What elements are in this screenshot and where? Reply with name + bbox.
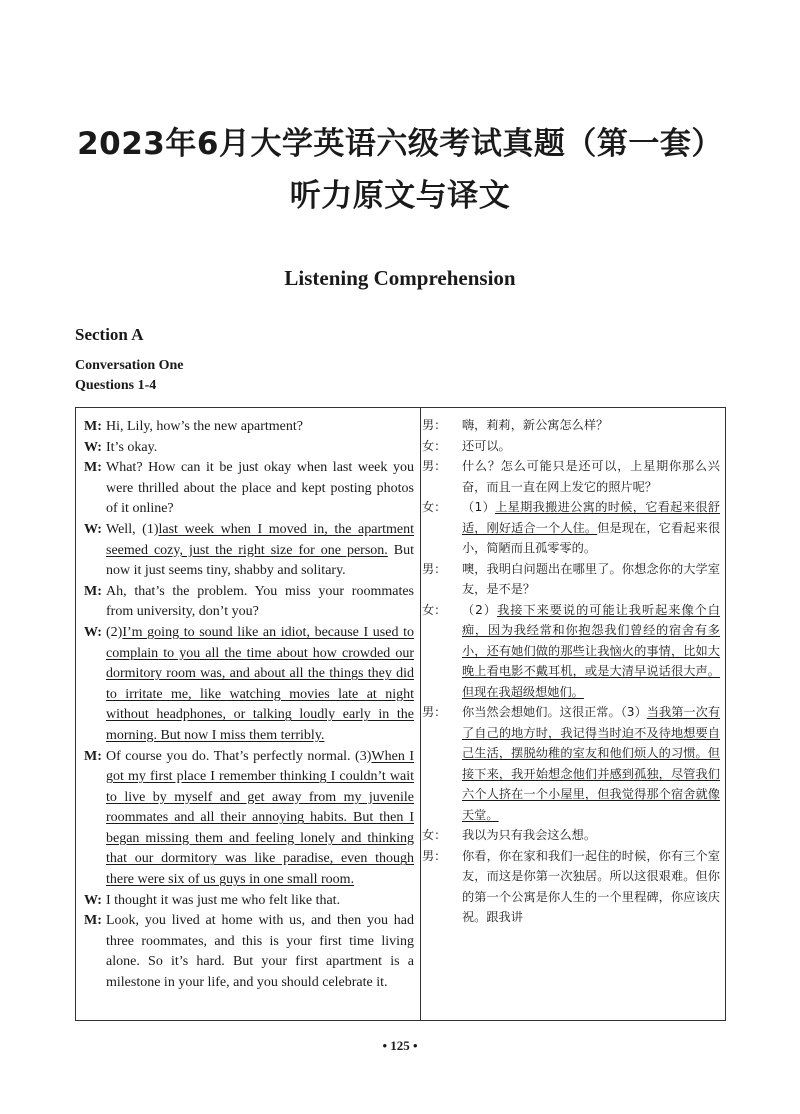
english-turn bbox=[84, 458, 414, 520]
answer-highlight: 当我第一次有了自己的地方时，我记得当时迫不及待地想要自己生活，摆脱幼稚的室友和他们烦人的习惯。但接下来，我开始想念他们并感到孤独，尽管我们六个人挤在一个小屋里，但我觉得那个宿舍就像天堂。 bbox=[462, 705, 721, 822]
column-divider bbox=[420, 408, 421, 1020]
speaker-label: M: bbox=[84, 460, 102, 476]
english-turn bbox=[84, 623, 414, 747]
page-title-line2: 听力原文与译文 bbox=[289, 178, 511, 214]
speaker-label: W: bbox=[84, 439, 102, 455]
chinese-text bbox=[462, 702, 720, 825]
speaker-label: 男： bbox=[422, 561, 447, 576]
speaker-label: 女： bbox=[422, 500, 447, 514]
answer-highlight: I’m going to sound like an idiot, because I used to complain to you all the time about how crowded our dormitory room was, and about all the things they did to irritate me, like watching movies late at night without headphones, or talking loudly early in the morning. But now I miss them terribly. bbox=[106, 624, 414, 743]
dialogue-segment: Well, (1) bbox=[106, 521, 159, 537]
dialogue-segment: Of course you do. That’s perfectly normal. (3) bbox=[106, 748, 372, 764]
speaker-label: M: bbox=[84, 419, 102, 434]
speaker-label: W: bbox=[84, 892, 102, 908]
speaker-label: M: bbox=[84, 748, 102, 764]
english-text bbox=[106, 417, 414, 438]
speaker-label: 男： bbox=[422, 705, 447, 719]
dialogue-segment: （2） bbox=[462, 602, 498, 617]
english-turn bbox=[84, 911, 414, 993]
chinese-text bbox=[462, 456, 720, 497]
english-turn bbox=[84, 747, 414, 891]
dialogue-segment: 什么？怎么可能只是还可以，上星期你那么兴奋，而且一直在网上发它的照片呢？ bbox=[462, 459, 720, 494]
dialogue-segment: But now it just seems tiny, shabby and solitary. bbox=[106, 542, 414, 579]
chinese-turn bbox=[422, 415, 720, 436]
speaker-label: 男： bbox=[422, 848, 447, 863]
english-text bbox=[106, 623, 414, 747]
dialogue-segment: I thought it was just me who felt like that. bbox=[106, 892, 341, 908]
dialogue-segment: 你看，你在家和我们一起住的时候，你有三个室友，而这是你第一次独居。所以这很艰难。但你的第一个公寓是你人生的一个里程碑，你应该庆祝。跟我讲 bbox=[462, 848, 720, 924]
dialogue-segment: 你当然会想她们。这很正常。（3） bbox=[462, 705, 647, 719]
speaker-label: W: bbox=[84, 624, 102, 640]
speaker-label: W: bbox=[84, 521, 102, 537]
page-number: • 125 • bbox=[382, 1038, 418, 1053]
chinese-turn bbox=[422, 825, 720, 846]
speaker-label: 女： bbox=[422, 438, 447, 453]
english-text bbox=[106, 520, 414, 582]
english-turn bbox=[84, 520, 414, 582]
chinese-translation bbox=[422, 415, 720, 928]
dialogue-segment: Hi, Lily, how’s the new apartment? bbox=[106, 419, 303, 434]
english-turn bbox=[84, 417, 414, 438]
section-heading: Section A bbox=[75, 325, 144, 344]
speaker-label: M: bbox=[84, 913, 102, 929]
listening-heading: Listening Comprehension bbox=[284, 266, 516, 290]
chinese-turn bbox=[422, 436, 720, 457]
dialogue-segment: Look, you lived at home with us, and then you had three roommates, and this is your first time living alone. So it’s hard. But your first apartment is a milestone in your life, and you should celebrate it. bbox=[106, 913, 414, 991]
chinese-turn bbox=[422, 456, 720, 497]
questions-heading: Questions 1-4 bbox=[75, 378, 157, 393]
answer-highlight: 上星期我搬进公寓的时候，它看起来很舒适，刚好适合一个人住。 bbox=[462, 500, 720, 535]
english-text bbox=[106, 891, 414, 912]
speaker-label: 女： bbox=[422, 602, 447, 617]
english-text bbox=[106, 438, 414, 459]
speaker-label: 男： bbox=[422, 418, 447, 432]
transcript-table bbox=[75, 407, 726, 1021]
answer-highlight: When I got my first place I remember thinking I couldn’t wait to live by myself and get away from my juvenile roommates and all their annoying habits. But then I began missing them and feeling lonely and thinking that our dormitory was like paradise, even though there were six of us guys in one small room. bbox=[106, 748, 414, 888]
english-text bbox=[106, 747, 414, 891]
chinese-turn bbox=[422, 497, 720, 559]
chinese-text bbox=[462, 436, 720, 457]
speaker-label: M: bbox=[84, 583, 102, 599]
chinese-text bbox=[462, 846, 720, 928]
chinese-text bbox=[462, 825, 720, 846]
dialogue-segment: （1） bbox=[462, 500, 496, 514]
dialogue-segment: Ah, that’s the problem. You miss your roommates from university, don’t you? bbox=[106, 583, 414, 620]
conversation-heading: Conversation One bbox=[75, 358, 184, 373]
dialogue-segment: 我以为只有我会这么想。 bbox=[462, 828, 597, 842]
english-text bbox=[106, 911, 414, 993]
answer-highlight: 我接下来要说的可能让我听起来像个白痴，因为我经常和你抱怨我们曾经的宿舍有多小，还有她们做的那些让我恼火的事情，比如大晚上看电影不戴耳机，或是大清早说话很大声。但现在我超级想她们。 bbox=[462, 602, 720, 699]
chinese-turn bbox=[422, 559, 720, 600]
speaker-label: 男： bbox=[422, 459, 447, 473]
chinese-text bbox=[462, 415, 720, 436]
english-transcript bbox=[84, 417, 414, 994]
page-title: 2023年6月大学英语六级考试真题（第一套） bbox=[77, 126, 723, 162]
chinese-turn bbox=[422, 702, 720, 825]
chinese-turn bbox=[422, 600, 720, 703]
chinese-text bbox=[462, 497, 720, 559]
english-turn bbox=[84, 891, 414, 912]
dialogue-segment: 嗨，莉莉，新公寓怎么样？ bbox=[462, 418, 609, 432]
chinese-text bbox=[462, 600, 720, 703]
english-text bbox=[106, 458, 414, 520]
dialogue-segment: It’s okay. bbox=[106, 439, 158, 455]
chinese-turn bbox=[422, 846, 720, 928]
dialogue-segment: (2) bbox=[106, 624, 123, 640]
speaker-label: 女： bbox=[422, 828, 447, 842]
dialogue-segment: 但是现在，它看起来很小，简陋而且孤零零的。 bbox=[462, 520, 721, 555]
english-text bbox=[106, 582, 414, 623]
answer-highlight: last week when I moved in, the apartment seemed cozy, just the right size for one person. bbox=[106, 521, 414, 558]
dialogue-segment: What? How can it be just okay when last week you were thrilled about the place and kept posting photos of it online? bbox=[106, 460, 414, 517]
dialogue-segment: 噢，我明白问题出在哪里了。你想念你的大学室友，是不是？ bbox=[462, 561, 720, 596]
english-turn bbox=[84, 438, 414, 459]
dialogue-segment: 还可以。 bbox=[462, 438, 511, 453]
english-turn bbox=[84, 582, 414, 623]
chinese-text bbox=[462, 559, 720, 600]
